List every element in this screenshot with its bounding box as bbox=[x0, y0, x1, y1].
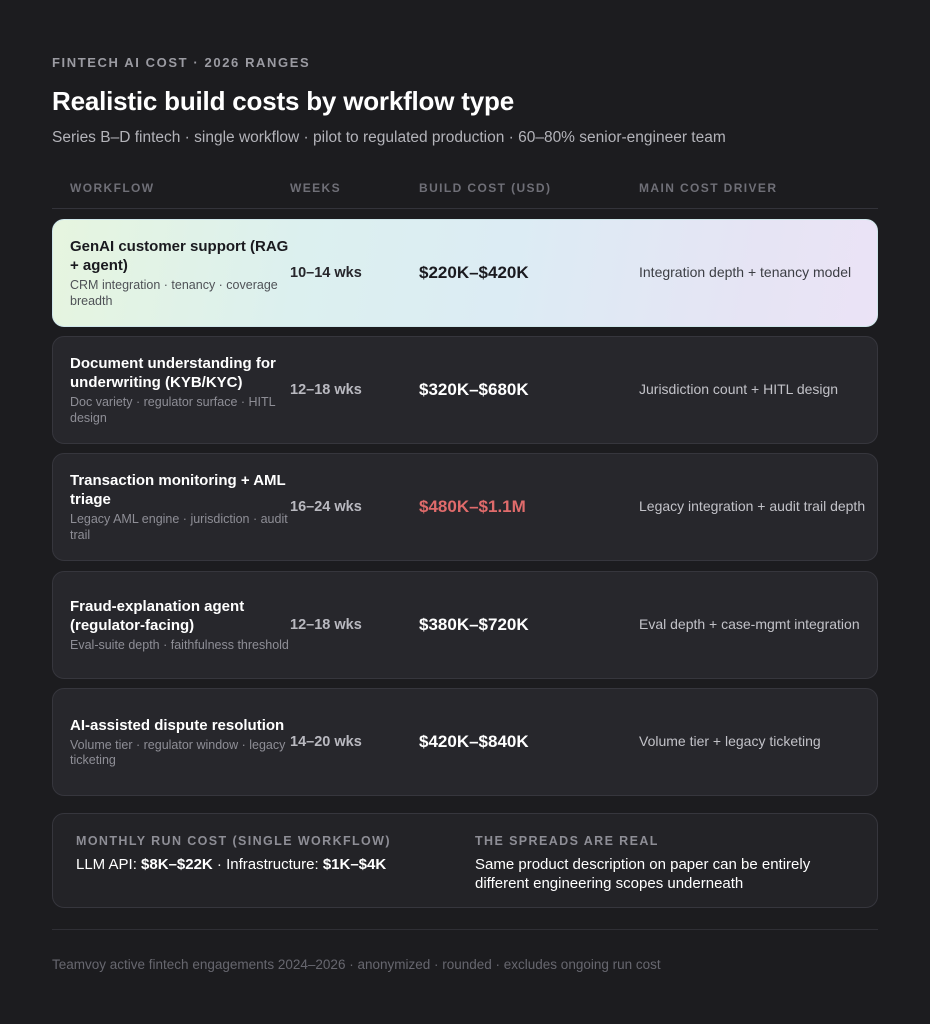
eyebrow: FINTECH AI COST · 2026 RANGES bbox=[52, 55, 311, 70]
run-cost-label: MONTHLY RUN COST (SINGLE WORKFLOW) bbox=[76, 834, 391, 848]
workflow-detail: CRM integration · tenancy · coverage breadth bbox=[70, 278, 278, 308]
table-row bbox=[52, 453, 878, 561]
driver-cell bbox=[639, 454, 869, 560]
weeks-value: 12–18 wks bbox=[290, 382, 362, 398]
workflow-name: Document understanding for underwriting (KYB/KYC) bbox=[70, 355, 276, 391]
workflow-detail: Doc variety · regulator surface · HITL design bbox=[70, 395, 276, 425]
cost-driver-value: Legacy integration + audit trail depth bbox=[639, 498, 866, 515]
workflow-cell bbox=[70, 454, 290, 560]
workflow-name: GenAI customer support (RAG + agent) bbox=[70, 238, 289, 274]
column-header-cost-driver: MAIN COST DRIVER bbox=[639, 181, 778, 195]
page-subtitle: Series B–D fintech · single workflow · pilot to regulated production · 60–80% senior-engineer team bbox=[52, 129, 726, 146]
workflow-cell bbox=[70, 572, 290, 678]
column-header-build-cost: BUILD COST (USD) bbox=[419, 181, 552, 195]
cost-driver-value: Eval depth + case-mgmt integration bbox=[639, 616, 860, 633]
cost-cell bbox=[419, 220, 629, 326]
column-header-weeks: WEEKS bbox=[290, 181, 342, 195]
run-cost-text bbox=[76, 855, 386, 874]
infra-value: $1K–$4K bbox=[322, 856, 387, 873]
cost-driver-value: Integration depth + tenancy model bbox=[639, 264, 852, 281]
column-header-workflow: WORKFLOW bbox=[70, 181, 155, 195]
weeks-value: 12–18 wks bbox=[290, 617, 362, 633]
llm-value: $8K–$22K bbox=[141, 856, 213, 873]
cost-cell bbox=[419, 337, 629, 443]
footer-divider bbox=[52, 929, 878, 930]
driver-cell bbox=[639, 337, 869, 443]
weeks-value: 14–20 wks bbox=[290, 734, 362, 750]
table-row bbox=[52, 688, 878, 796]
cost-cell bbox=[419, 689, 629, 795]
driver-cell bbox=[639, 220, 869, 326]
table-row bbox=[52, 336, 878, 444]
workflow-cell bbox=[70, 689, 290, 795]
workflow-name: Fraud-explanation agent (regulator-facing) bbox=[70, 597, 245, 634]
workflow-detail: Legacy AML engine · jurisdiction · audit trail bbox=[70, 512, 288, 542]
workflow-cell bbox=[70, 220, 290, 326]
summary-card bbox=[52, 813, 878, 908]
spreads-label: THE SPREADS ARE REAL bbox=[475, 834, 659, 848]
driver-cell bbox=[639, 572, 869, 678]
workflow-name: Transaction monitoring + AML triage bbox=[70, 472, 286, 508]
build-cost-value: $320K–$680K bbox=[419, 380, 529, 399]
weeks-cell bbox=[290, 572, 410, 678]
workflow-detail: Eval-suite depth · faithfulness threshold bbox=[70, 637, 289, 652]
build-cost-value: $220K–$420K bbox=[419, 263, 529, 282]
infra-prefix: · Infrastructure: bbox=[212, 856, 323, 873]
workflow-cell bbox=[70, 337, 290, 443]
build-cost-value: $420K–$840K bbox=[419, 732, 529, 751]
weeks-value: 16–24 wks bbox=[290, 499, 362, 515]
cost-cell bbox=[419, 572, 629, 678]
cost-cell bbox=[419, 454, 629, 560]
build-cost-value: $480K–$1.1M bbox=[419, 497, 526, 516]
table-row bbox=[52, 571, 878, 679]
weeks-value: 10–14 wks bbox=[290, 265, 362, 281]
weeks-cell bbox=[290, 689, 410, 795]
spreads-text: Same product description on paper can be entirely different engineering scopes underneath bbox=[475, 856, 811, 892]
table-header bbox=[52, 166, 878, 209]
workflow-detail: Volume tier · regulator window · legacy ticketing bbox=[70, 737, 286, 767]
build-cost-value: $380K–$720K bbox=[419, 615, 529, 634]
driver-cell bbox=[639, 689, 869, 795]
table-row bbox=[52, 219, 878, 327]
page-title: Realistic build costs by workflow type bbox=[52, 86, 514, 116]
footer-note: Teamvoy active fintech engagements 2024–2026 · anonymized · rounded · excludes ongoing run cost bbox=[52, 957, 661, 972]
weeks-cell bbox=[290, 337, 410, 443]
weeks-cell bbox=[290, 220, 410, 326]
workflow-name: AI-assisted dispute resolution bbox=[70, 716, 285, 734]
llm-prefix: LLM API: bbox=[76, 856, 142, 873]
cost-driver-value: Volume tier + legacy ticketing bbox=[639, 733, 821, 750]
cost-driver-value: Jurisdiction count + HITL design bbox=[639, 381, 839, 398]
weeks-cell bbox=[290, 454, 410, 560]
